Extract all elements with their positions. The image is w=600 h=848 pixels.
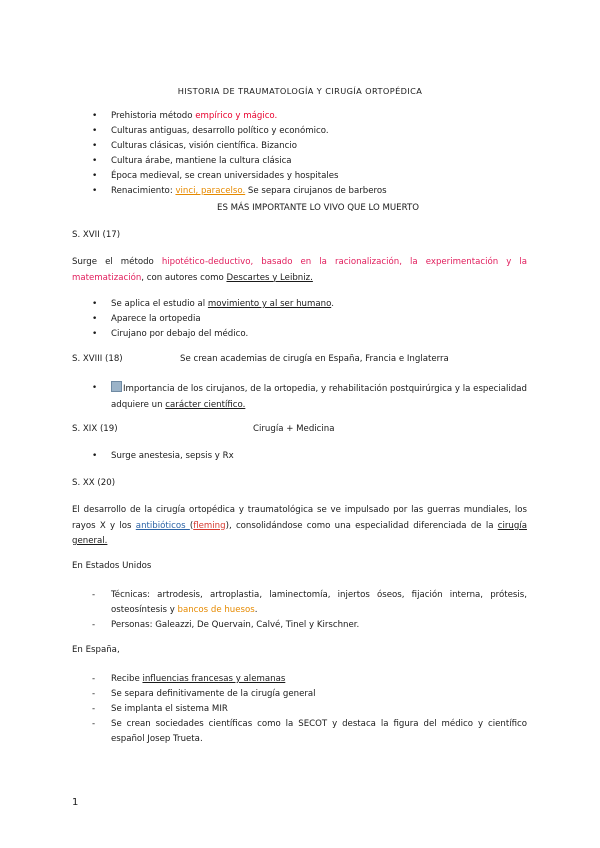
section-heading-s17: S. XVII (17) (72, 230, 121, 240)
list-item: • Cirujano por debajo del médico. (92, 327, 334, 342)
list-item: - Personas: Galeazzi, De Quervain, Calvé, Tinel y Kirschner. (92, 618, 527, 633)
intro-bullet-list (92, 109, 387, 199)
list-item: - Se separa definitivamente de la cirugía general (92, 687, 527, 702)
list-item: • Aparece la ortopedia (92, 312, 334, 327)
s19-side-note: Cirugía + Medicina (253, 424, 335, 434)
list-item: - Recibe influencias francesas y alemanas (92, 672, 527, 687)
s17-paragraph: Surge el método hipotético-deductivo, basado en la racionalización, la experimentación y la matematización, con autores como Descartes y Leibniz. (72, 257, 527, 283)
s19-bullet-list (92, 449, 234, 464)
list-item: • Prehistoria método empírico y mágico. (92, 109, 387, 124)
s18-side-note: Se crean academias de cirugía en España, Francia e Inglaterra (180, 354, 449, 364)
list-item: • Culturas clásicas, visión científica. Bizancio (92, 139, 387, 154)
list-item: - Técnicas: artrodesis, artroplastia, laminectomía, injertos óseos, fijación interna, prótesis, osteosíntesis y bancos de huesos. (92, 588, 527, 618)
renaissance-link[interactable]: vinci, paracelso. (175, 186, 246, 196)
list-item: - Se crean sociedades científicas como la SECOT y destaca la figura del médico y científico español Josep Trueta. (92, 717, 527, 747)
list-item: • Se aplica el estudio al movimiento y al ser humano. (92, 297, 334, 312)
spain-label: En España, (72, 645, 120, 655)
eeuu-label: En Estados Unidos (72, 561, 152, 571)
s20-paragraph: El desarrollo de la cirugía ortopédica y traumatológica se ve impulsado por las guerras mundiales, los rayos X y los antibióticos (fleming), consolidándose como una especialidad diferenciada de la cirugía general. (72, 505, 527, 546)
list-item: - Se implanta el sistema MIR (92, 702, 527, 717)
section-heading-s19: S. XIX (19) (72, 424, 118, 434)
s18-bullet: • Importancia de los cirujanos, de la ortopedia, y rehabilitación postquirúrgica y la especialidad adquiere un carácter científico. (92, 383, 527, 410)
list-item: • Época medieval, se crean universidades y hospitales (92, 169, 387, 184)
fleming-link[interactable]: fleming (193, 520, 226, 531)
list-item: • Culturas antiguas, desarrollo político y económico. (92, 124, 387, 139)
s17-bullet-list (92, 297, 334, 342)
section-heading-s18: S. XVIII (18) (72, 354, 123, 364)
spain-dash-list (92, 672, 527, 747)
antibiotics-link[interactable]: antibióticos (135, 520, 190, 531)
eeuu-dash-list (92, 588, 527, 633)
page-number: 1 (72, 797, 79, 808)
checkbox-icon (111, 381, 122, 392)
section-heading-s20: S. XX (20) (72, 478, 116, 488)
list-item: • Surge anestesia, sepsis y Rx (92, 449, 234, 464)
list-item: • Cultura árabe, mantiene la cultura clásica (92, 154, 387, 169)
list-item: • Renacimiento: vinci, paracelso. Se separa cirujanos de barberos (92, 184, 387, 199)
motto: ES MÁS IMPORTANTE LO VIVO QUE LO MUERTO (217, 203, 419, 213)
page-title: HISTORIA DE TRAUMATOLOGÍA Y CIRUGÍA ORTOPÉDICA (177, 86, 423, 96)
